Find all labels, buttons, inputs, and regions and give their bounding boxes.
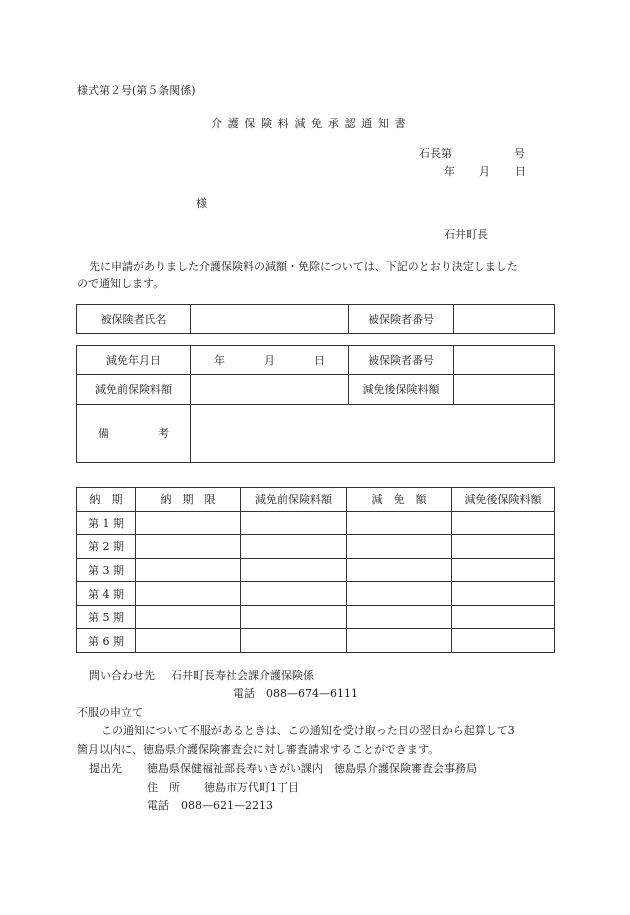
period-label: 第 5 期: [77, 605, 136, 629]
cell: [241, 535, 347, 559]
reduction-date-value: [191, 346, 349, 375]
remarks-value: [191, 404, 555, 463]
before-amount-value: [191, 375, 349, 404]
address: 徳島市万代町1丁目: [204, 781, 299, 794]
table-row: [77, 535, 555, 559]
issuer: 石井町長: [444, 228, 488, 241]
period-label: 第 2 期: [77, 535, 136, 559]
contact-office: 石井町長寿社会課介護保険係: [171, 669, 314, 682]
cell: [452, 582, 555, 606]
cell: [241, 558, 347, 582]
period-label: 第 6 期: [77, 629, 136, 653]
contact-phone-label: 電話: [233, 687, 255, 700]
submit-to: 徳島県保健福祉部長寿いきがい課内 徳島県介護保険審査会事務局: [147, 762, 477, 775]
before-amount-label: 減免前保険料額: [77, 375, 191, 404]
address-label: 住 所: [147, 781, 180, 794]
issue-date-year: 年: [444, 165, 455, 178]
issue-date-day: 日: [515, 165, 526, 178]
cell: [347, 511, 452, 535]
header-reduction-amount: 減 免 額: [347, 488, 452, 512]
doc-number-suffix: 号: [514, 147, 525, 160]
insured-name-label: 被保険者氏名: [77, 305, 191, 334]
submit-label: 提出先: [89, 762, 122, 775]
doc-number-prefix: 石長第: [419, 147, 452, 160]
reduction-date-label: 減免年月日: [77, 346, 191, 375]
insured-name-value: [191, 305, 349, 334]
table-row: [77, 605, 555, 629]
insured-number-value: [454, 305, 555, 334]
cell: [452, 535, 555, 559]
reduction-detail-table: [76, 345, 555, 463]
contact-label: 問い合わせ先: [89, 669, 155, 682]
remarks-label-1: 備: [98, 427, 109, 441]
payment-schedule-table: [76, 487, 555, 653]
cell: [136, 629, 241, 653]
reduction-date-year: 年: [214, 354, 225, 368]
cell: [347, 558, 452, 582]
after-amount-value: [454, 375, 555, 404]
intro-line-1: 先に申請がありました介護保険料の減額・免除については、下記のとおり決定しました: [89, 260, 518, 273]
submit-phone: 088—621—2213: [181, 799, 273, 812]
header-before-amount: 減免前保険料額: [241, 488, 347, 512]
period-label: 第 4 期: [77, 582, 136, 606]
header-period: 納 期: [77, 488, 136, 512]
form-number: 様式第２号(第５条関係): [77, 84, 196, 97]
period-label: 第 1 期: [77, 511, 136, 535]
intro-line-2: ので通知します。: [77, 277, 165, 290]
table-row: [77, 558, 555, 582]
cell: [136, 558, 241, 582]
issue-date-month: 月: [479, 165, 490, 178]
reduction-date-day: 日: [314, 354, 325, 368]
table-row: [77, 629, 555, 653]
insured-number-label-2: 被保険者番号: [349, 346, 454, 375]
cell: [136, 511, 241, 535]
cell: [136, 582, 241, 606]
objection-text-2: 箇月以内に、徳島県介護保険審査会に対し審査請求することができます。: [77, 743, 440, 756]
remarks-label-2: 考: [158, 427, 169, 441]
page-title: 介 護 保 険 料 減 免 承 認 通 知 書: [211, 117, 407, 130]
cell: [347, 605, 452, 629]
addressee-suffix: 様: [196, 197, 207, 210]
cell: [452, 629, 555, 653]
cell: [241, 605, 347, 629]
table-row: [77, 511, 555, 535]
contact-phone: 088—674—6111: [266, 687, 358, 700]
submit-phone-label: 電話: [147, 799, 169, 812]
cell: [241, 582, 347, 606]
cell: [136, 535, 241, 559]
cell: [136, 605, 241, 629]
remarks-label: [77, 404, 191, 463]
after-amount-label: 減免後保険料額: [349, 375, 454, 404]
table-row: [77, 582, 555, 606]
cell: [452, 605, 555, 629]
cell: [452, 558, 555, 582]
cell: [452, 511, 555, 535]
period-label: 第 3 期: [77, 558, 136, 582]
insured-number-label: 被保険者番号: [349, 305, 454, 334]
header-after-amount: 減免後保険料額: [452, 488, 555, 512]
cell: [241, 629, 347, 653]
cell: [347, 582, 452, 606]
objection-heading: 不服の申立て: [77, 706, 143, 719]
objection-text-1: この通知について不服があるときは、この通知を受け取った日の翌日から起算して3: [101, 724, 515, 737]
header-due-date: 納 期 限: [136, 488, 241, 512]
cell: [241, 511, 347, 535]
reduction-date-month: 月: [264, 354, 275, 368]
insured-name-table: [76, 304, 555, 334]
insured-number-value-2: [454, 346, 555, 375]
cell: [347, 629, 452, 653]
cell: [347, 535, 452, 559]
